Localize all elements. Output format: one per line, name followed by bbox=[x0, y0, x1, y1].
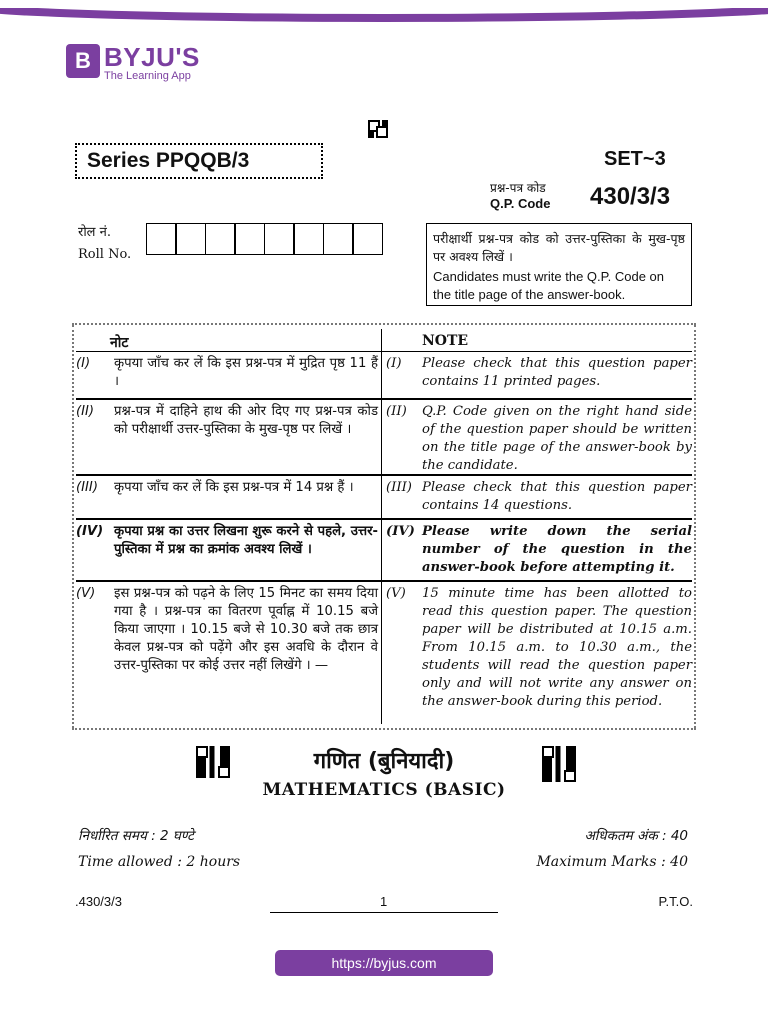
logo-name: BYJU'S bbox=[104, 42, 200, 72]
qr-code-icon bbox=[368, 120, 388, 138]
qp-code: 430/3/3 bbox=[590, 183, 671, 210]
note-text-hi: कृपया प्रश्न का उत्तर लिखना शुरू करने से पहले, उत्तर-पुस्तिका में प्रश्न का क्रमांक अवश्य लिखें । bbox=[114, 524, 378, 557]
note-text-hi: इस प्रश्न-पत्र को पढ़ने के लिए 15 मिनट का समय दिया गया है । प्रश्न-पत्र का वितरण पूर्वाह्न में 10.15 बजे किया जाएगा । 10.15 बजे से 10.30 बजे तक छात्र केवल प्रश्न-पत्र को पढ़ेंगे और इस अवधि के दौरान वे उत्तर-पुस्तिका पर कोई उत्तर नहीं लिखेंगे । — bbox=[114, 586, 378, 673]
roll-box[interactable] bbox=[293, 223, 324, 255]
note-number: (IV) bbox=[76, 524, 104, 539]
notes-heading-en: NOTE bbox=[422, 333, 469, 349]
subject-title-hi: गणित (बुनियादी) bbox=[313, 749, 455, 774]
logo-mark-icon: B bbox=[66, 44, 100, 78]
pto-label: P.T.O. bbox=[658, 894, 693, 909]
subject-title-en: MATHEMATICS (BASIC) bbox=[262, 780, 506, 800]
note-number: (III) bbox=[76, 480, 98, 495]
time-allowed-en: Time allowed : 2 hours bbox=[78, 854, 241, 870]
top-decorative-band bbox=[0, 0, 768, 22]
note-row bbox=[76, 581, 692, 729]
note-number: (IV) bbox=[386, 524, 415, 539]
note-text-hi: प्रश्न-पत्र में दाहिने हाथ की ओर दिए गए प्रश्न-पत्र कोड को परीक्षार्थी उत्तर-पुस्तिका के मुख-पृष्ठ पर लिखें । bbox=[114, 404, 378, 437]
note-number: (I) bbox=[386, 356, 402, 371]
note-text-hi: कृपया जाँच कर लें कि इस प्रश्न-पत्र में 14 प्रश्न हैं । bbox=[114, 480, 354, 495]
note-row bbox=[76, 399, 692, 475]
notes-table bbox=[72, 323, 696, 730]
roll-box[interactable] bbox=[352, 223, 383, 255]
roll-number-label bbox=[78, 222, 131, 266]
series-label: Series PPQQB/3 bbox=[87, 149, 250, 172]
roll-box[interactable] bbox=[175, 223, 206, 255]
roll-box[interactable] bbox=[323, 223, 354, 255]
roll-label-hi: रोल नं. bbox=[78, 225, 111, 240]
logo-tagline: The Learning App bbox=[104, 70, 191, 82]
page-number: 1 bbox=[380, 894, 388, 909]
note-number: (V) bbox=[386, 586, 406, 601]
note-text-en: 15 minute time has been allotted to read this question paper. The question paper will be distributed at 10.15 a.m. From 10.15 a.m. to 10.30 a.m., the students will read the question paper only and will not write any answer on the answer-book during this period. bbox=[422, 586, 692, 709]
roll-label-en: Roll No. bbox=[78, 247, 132, 262]
candidate-instruction-box bbox=[426, 223, 692, 306]
maximum-marks-en: Maximum Marks : 40 bbox=[536, 854, 688, 870]
roll-box[interactable] bbox=[264, 223, 295, 255]
note-row bbox=[76, 519, 692, 581]
qp-code-label-en: Q.P. Code bbox=[490, 196, 551, 211]
roll-number-boxes bbox=[147, 223, 383, 255]
note-number: (II) bbox=[76, 404, 95, 419]
note-text-en: Please write down the serial number of the question in the answer-book before attempting it. bbox=[422, 524, 692, 575]
series-box bbox=[75, 143, 323, 179]
candidate-instruction-hi: परीक्षार्थी प्रश्न-पत्र कोड को उत्तर-पुस्तिका के मुख-पृष्ठ पर अवश्य लिखें । bbox=[433, 231, 685, 264]
note-text-en: Please check that this question paper contains 14 questions. bbox=[422, 480, 692, 513]
roll-box[interactable] bbox=[205, 223, 236, 255]
roll-box[interactable] bbox=[234, 223, 265, 255]
time-allowed-hi: निर्धारित समय : 2 घण्टे bbox=[78, 828, 194, 844]
note-number: (II) bbox=[386, 404, 407, 419]
maximum-marks-hi: अधिकतम अंक : 40 bbox=[584, 828, 688, 844]
note-number: (III) bbox=[386, 480, 412, 495]
footer-qp-code: .430/3/3 bbox=[75, 894, 122, 909]
note-number: (I) bbox=[76, 356, 91, 371]
qp-code-label-hi: प्रश्न-पत्र कोड bbox=[490, 181, 546, 195]
notes-heading-hi: नोट bbox=[110, 335, 129, 351]
qp-code-label bbox=[490, 180, 550, 211]
footer-rule bbox=[270, 912, 498, 913]
note-text-en: Please check that this question paper contains 11 printed pages. bbox=[422, 356, 692, 389]
note-row bbox=[76, 351, 692, 399]
byjus-logo bbox=[66, 44, 200, 84]
note-row bbox=[76, 475, 692, 519]
note-text-hi: कृपया जाँच कर लें कि इस प्रश्न-पत्र में मुद्रित पृष्ठ 11 हैं । bbox=[114, 356, 378, 389]
byjus-url-link[interactable]: https://byjus.com bbox=[275, 950, 493, 976]
set-label: SET~3 bbox=[604, 148, 666, 170]
roll-box[interactable] bbox=[146, 223, 177, 255]
candidate-instruction-en: Candidates must write the Q.P. Code on the title page of the answer-book. bbox=[433, 269, 664, 302]
note-number: (V) bbox=[76, 586, 96, 601]
note-text-en: Q.P. Code given on the right hand side of the question paper should be written on the title page of the answer-book by the candidate. bbox=[422, 404, 692, 473]
